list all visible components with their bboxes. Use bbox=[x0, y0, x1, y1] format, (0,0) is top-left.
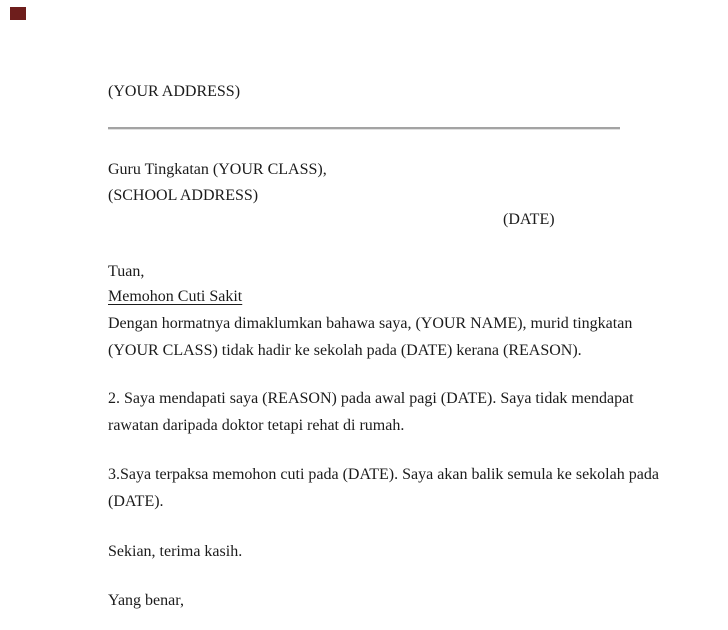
closing: Sekian, terima kasih. bbox=[108, 543, 243, 560]
sender-address: (YOUR ADDRESS) bbox=[108, 83, 241, 100]
paragraph-1-line-2: (YOUR CLASS) tidak hadir ke sekolah pada (DATE) kerana (REASON). bbox=[108, 342, 582, 359]
date-line: (DATE) bbox=[503, 211, 555, 228]
salutation: Tuan, bbox=[108, 263, 145, 280]
subject-title: Memohon Cuti Sakit bbox=[108, 288, 243, 305]
red-corner-marker bbox=[10, 7, 26, 20]
paragraph-3-line-1: 3.Saya terpaksa memohon cuti pada (DATE). Saya akan balik semula ke sekolah pada bbox=[108, 466, 659, 483]
signoff: Yang benar, bbox=[108, 592, 184, 609]
paragraph-2-line-2: rawatan daripada doktor tetapi rehat di rumah. bbox=[108, 417, 405, 434]
recipient-line-1: Guru Tingkatan (YOUR CLASS), bbox=[108, 161, 327, 178]
recipient-line-2: (SCHOOL ADDRESS) bbox=[108, 187, 259, 204]
paragraph-2-line-1: 2. Saya mendapati saya (REASON) pada awal pagi (DATE). Saya tidak mendapat bbox=[108, 390, 634, 407]
paragraph-3-line-2: (DATE). bbox=[108, 493, 164, 510]
separator-line bbox=[108, 127, 620, 130]
paragraph-1-line-1: Dengan hormatnya dimaklumkan bahawa saya, (YOUR NAME), murid tingkatan bbox=[108, 315, 633, 332]
